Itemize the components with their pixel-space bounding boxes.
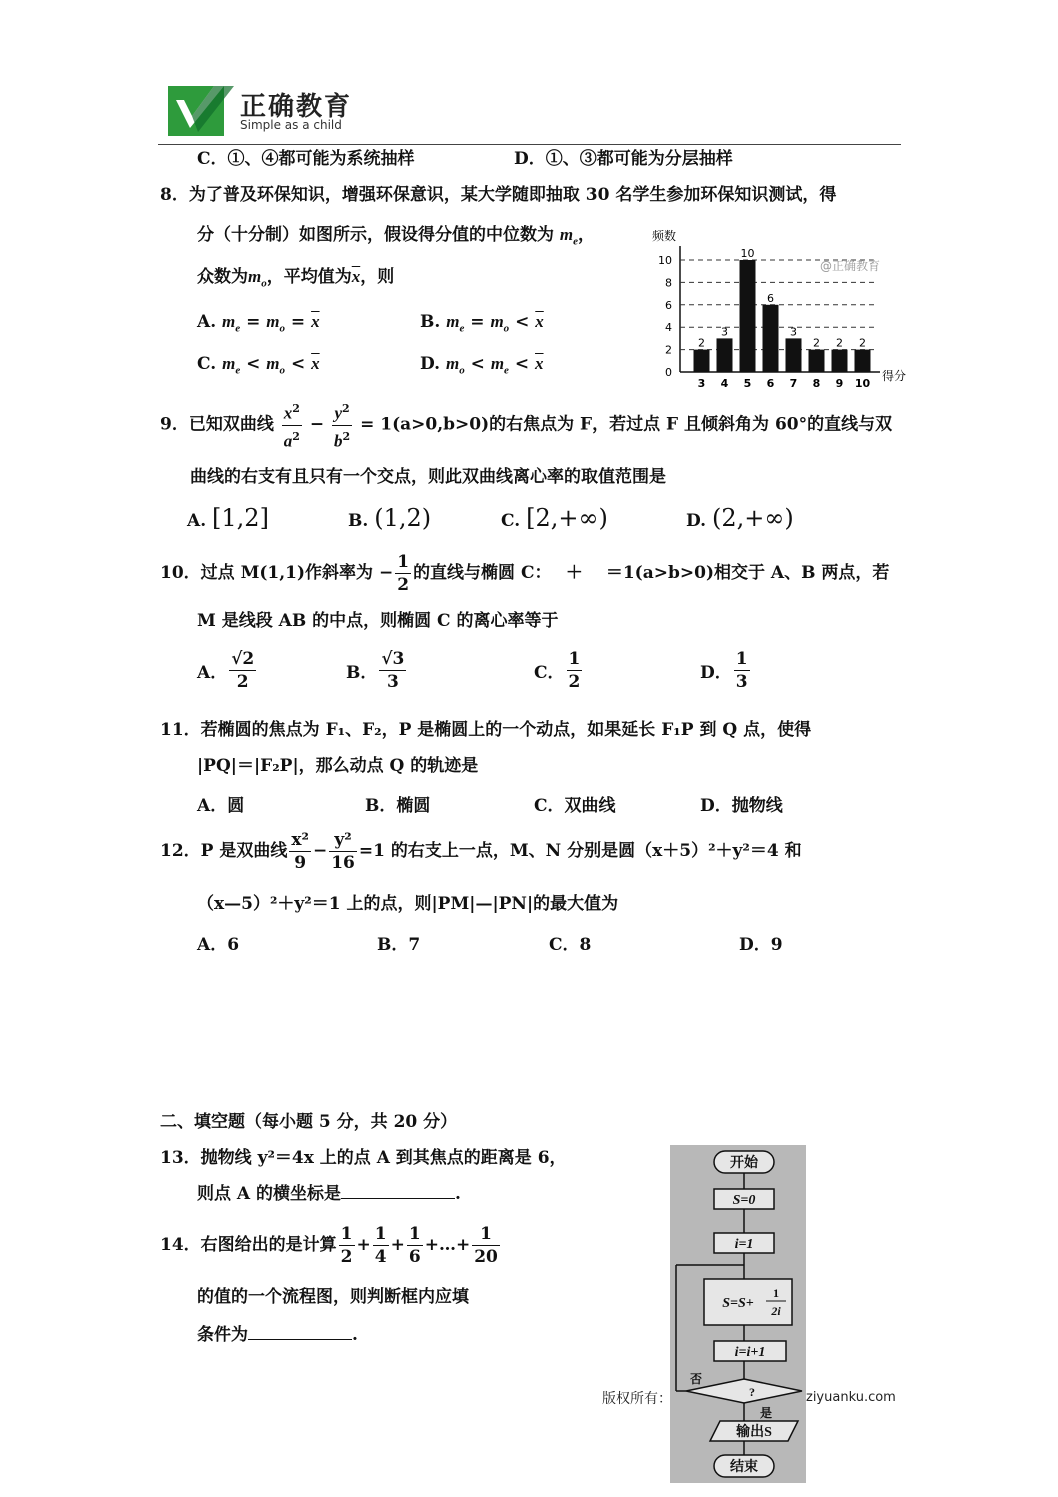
chart-watermark: @正确教育	[820, 259, 881, 273]
header-rule	[158, 144, 901, 145]
q13-answer-blank	[341, 1198, 455, 1199]
q10-option-d: D． $\frac{1}{3}$	[700, 649, 748, 692]
section2-title: 二、填空题（每小题 5 分，共 20 分）	[160, 1112, 458, 1132]
chart-y-tick: 4	[665, 321, 672, 335]
q8-line1: 8．为了普及环保知识，增强环保意识，某大学随即抽取 30 名学生参加环保知识测试，得	[160, 185, 837, 205]
q10-option-c: C． $\frac{1}{2}$	[534, 649, 581, 692]
chart-data-label: 2	[836, 336, 843, 350]
score-frequency-chart	[640, 222, 920, 392]
q11-option-a: A．圆	[197, 796, 245, 816]
chart-x-tick: 4	[720, 377, 729, 390]
q9-option-c: C. [2,+∞)	[501, 504, 608, 532]
brand-name: 正确教育	[240, 92, 353, 122]
chart-y-tick: 2	[665, 343, 672, 357]
q9-option-b: B. (1,2)	[348, 504, 432, 532]
q14-answer-blank	[248, 1339, 352, 1340]
q8-line2: 分（十分制）如图所示，假设得分值的中位数为 $m_e$，	[197, 225, 596, 248]
q13-line1: 13．抛物线 y²＝4x 上的点 A 到其焦点的距离是 6，	[160, 1148, 567, 1168]
q8-option-b: B. $m_e = m_o < \overline{x}$	[420, 312, 544, 335]
q7-option-c: C．①、④都可能为系统抽样	[197, 149, 415, 169]
flow-output: 输出S	[736, 1425, 772, 1440]
q9-frac-x2-a2: $\frac{x^2}{a^2}$	[282, 398, 302, 452]
q11-line2: |PQ|＝|F₂P|，那么动点 Q 的轨迹是	[197, 756, 479, 776]
chart-x-label: 得分	[882, 369, 907, 383]
q14-line2: 的值的一个流程图，则判断框内应填	[197, 1287, 469, 1307]
q8-option-d: D. $m_o < m_e < \overline{x}$	[420, 354, 544, 377]
q10-line1: 10．过点 M(1,1)作斜率为 − $\frac{1}{2}$ 的直线与椭圆 C： ＋ ＝1(a>b>0)相交于 A、B 两点，若	[160, 552, 890, 595]
flow-yes: 是	[759, 1406, 773, 1420]
chart-y-tick: 8	[665, 276, 672, 290]
brand-logo	[166, 82, 366, 138]
q11-option-d: D．抛物线	[700, 796, 783, 816]
flow-no: 否	[689, 1372, 703, 1386]
brand-slogan: Simple as a child	[240, 118, 342, 132]
q9-frac-y2-b2: $\frac{y^2}{b^2}$	[332, 398, 352, 452]
chart-y-tick: 0	[665, 366, 672, 379]
flow-cond: ?	[749, 1385, 755, 1399]
chart-data-label: 10	[740, 247, 755, 260]
q9-line2: 曲线的右支有且只有一个交点，则此双曲线离心率的取值范围是	[190, 467, 666, 487]
q9-line1: 9．已知双曲线 $\frac{x^2}{a^2}$ − $\frac{y^2}{b^2}$ = 1(a>0,b>0)的右焦点为 F，若过点 F 且倾斜角为 60°的直线与双	[160, 398, 892, 452]
q13-line2: 则点 A 的横坐标是 .	[197, 1184, 461, 1204]
chart-x-tick: 8	[812, 377, 821, 390]
chart-data-label: 2	[859, 336, 866, 350]
chart-x-tick: 7	[789, 377, 798, 390]
q10-option-a: A． $\frac{√2}{2}$	[197, 649, 255, 692]
chart-y-tick: 10	[658, 254, 672, 267]
chart-data-label: 3	[790, 325, 797, 339]
q9-option-a: A. [1,2]	[187, 504, 269, 532]
chart-y-tick: 6	[665, 298, 672, 312]
q7-option-d: D．①、③都可能为分层抽样	[514, 149, 733, 169]
chart-bar	[786, 338, 802, 372]
q8-option-a: A. $m_e = m_o = \overline{x}$	[197, 312, 320, 335]
chart-data-label: 6	[767, 291, 774, 305]
flow-update: S=S+	[722, 1296, 754, 1311]
q12-option-a: A．6	[197, 935, 240, 955]
chart-y-label: 频数	[652, 229, 677, 243]
q14-line3: 条件为 .	[197, 1325, 358, 1345]
chart-x-tick: 5	[743, 377, 752, 390]
chart-data-label: 2	[698, 336, 705, 350]
chart-data-label: 3	[721, 325, 728, 339]
logo-check-icon	[166, 82, 236, 138]
flow-i1: i=1	[734, 1237, 754, 1252]
q9-option-d: D. (2,+∞)	[686, 504, 794, 532]
chart-bar	[832, 350, 848, 372]
chart-x-tick: 9	[835, 377, 844, 390]
chart-bar	[717, 338, 733, 372]
q8-line3: 众数为$m_o$，平均值为$\overline{x}$，则	[197, 267, 395, 290]
q12-option-b: B．7	[377, 935, 421, 955]
chart-x-tick: 6	[766, 377, 775, 390]
flow-update-den: 2i	[771, 1304, 781, 1318]
q10-line2: M 是线段 AB 的中点，则椭圆 C 的离心率等于	[197, 611, 559, 631]
chart-x-tick: 3	[697, 377, 706, 390]
chart-bar	[763, 305, 779, 372]
flow-update-num: 1	[773, 1286, 779, 1300]
q8-option-c: C. $m_e < m_o < \overline{x}$	[197, 354, 320, 377]
q12-line1: 12．P 是双曲线 $\frac{\text{x²}}{9}$ − $\frac{\text{y²}}{16}$ =1 的右支上一点，M、N 分别是圆（x＋5）²＋y²＝4 和	[160, 830, 802, 873]
flowchart	[670, 1145, 806, 1483]
flow-inc: i=i+1	[734, 1345, 766, 1360]
chart-bar	[809, 350, 825, 372]
flow-s0: S=0	[732, 1193, 756, 1208]
q12-option-c: C．8	[549, 935, 592, 955]
q11-option-b: B．椭圆	[365, 796, 431, 816]
chart-bar	[740, 260, 756, 372]
chart-data-label: 2	[813, 336, 820, 350]
q10-option-b: B． $\frac{√3}{3}$	[346, 649, 405, 692]
chart-bar	[694, 350, 710, 372]
flow-end: 结束	[730, 1460, 758, 1475]
q12-option-d: D．9	[739, 935, 783, 955]
flow-start: 开始	[730, 1156, 758, 1171]
chart-bar	[855, 350, 871, 372]
footer-copyright: 版权所有：	[602, 1391, 672, 1407]
q11-line1: 11．若椭圆的焦点为 F₁、F₂，P 是椭圆上的一个动点，如果延长 F₁P 到 Q 点，使得	[160, 720, 812, 740]
q11-option-c: C．双曲线	[534, 796, 616, 816]
footer-site: ziyuanku.com	[806, 1390, 896, 1405]
chart-x-tick: 10	[854, 377, 871, 390]
q14-line1: 14．右图给出的是计算 $\frac{1}{2}$ + $\frac{1}{4}$ + $\frac{1}{6}$ +…+ $\frac{1}{20}$	[160, 1224, 498, 1267]
q12-line2: （x—5）²＋y²＝1 上的点，则|PM|—|PN|的最大值为	[197, 894, 619, 914]
